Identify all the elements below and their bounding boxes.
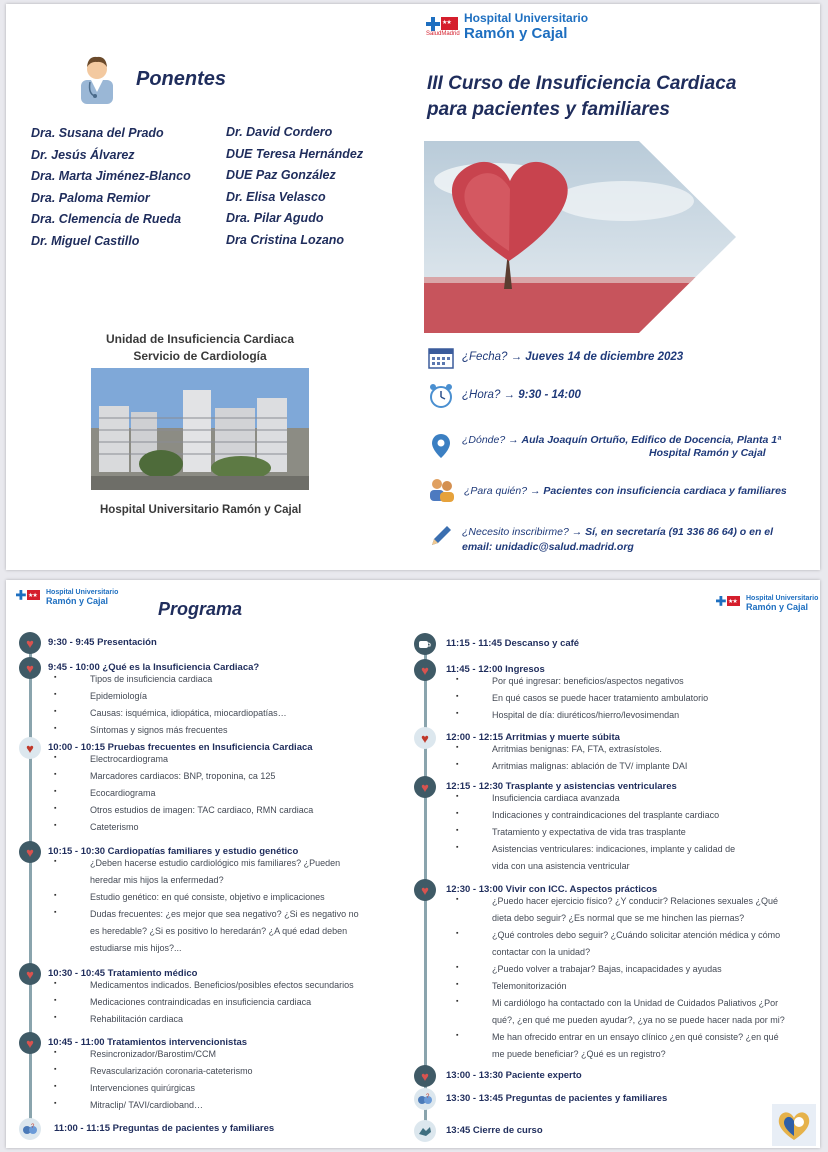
session-topic: ▪ Ecocardiograma (90, 788, 156, 798)
session-title: 13:45 Cierre de curso (446, 1125, 543, 1136)
session-title: 10:30 - 10:45 Tratamiento médico (48, 968, 198, 979)
logo-small-text: SaludMadrid (426, 30, 460, 37)
session-topic: ▪ Dudas frecuentes: ¿es mejor que sea negativo? ¿Si es negativo no (90, 909, 359, 919)
speaker-name: Dr. Miguel Castillo (31, 234, 140, 248)
madrid-health-icon (426, 15, 460, 39)
session-topic: ▪ Indicaciones y contraindicaciones del trasplante cardiaco (492, 810, 719, 820)
session-topic: ▪ Cateterismo (90, 822, 139, 832)
session-topic: ▪ Marcadores cardiacos: BNP, troponina, ca 125 (90, 771, 275, 781)
location-label: ¿Dónde? (462, 434, 506, 446)
date-row: ¿Fecha? → Jueves 14 de diciembre 2023 (428, 345, 683, 369)
session-topic: ▪ Electrocardiograma (90, 754, 168, 764)
heart-icon: ♥ (19, 657, 41, 679)
session-topic: ▪ Hospital de día: diuréticos/hierro/levosimendan (492, 710, 679, 720)
session-title: 10:15 - 10:30 Cardiopatías familiares y estudio genético (48, 846, 299, 857)
session-topic: heredar mis hijos la enfermedad? (90, 875, 224, 885)
alarm-clock-icon (428, 383, 454, 409)
session-topic: ▪ Causas: isquémica, idiopática, miocardiopatías… (90, 708, 287, 718)
heart-icon: ♥ (19, 632, 41, 654)
session-title: 12:30 - 13:00 Vivir con ICC. Aspectos prácticos (446, 884, 658, 895)
logo-line1: Hospital Universitario (464, 11, 589, 25)
session-title: 9:45 - 10:00 ¿Qué es la Insuficiencia Cardiaca? (48, 662, 260, 673)
session-topic: ▪ Mitraclip/ TAVI/cardioband… (90, 1100, 203, 1110)
session-title: 12:00 - 12:15 Arritmias y muerte súbita (446, 732, 620, 743)
heart-icon: ♥ (414, 659, 436, 681)
session-topic: ▪ ¿Puedo volver a trabajar? Bajas, incapacidades y ayudas (492, 964, 722, 974)
session-topic: ▪ Telemonitorización (492, 981, 567, 991)
heart-icon: ♥ (414, 727, 436, 749)
people-icon (428, 477, 456, 503)
location-value-line2: Hospital Ramón y Cajal (649, 447, 766, 459)
session-title: 10:00 - 10:15 Pruebas frecuentes en Insuficiencia Cardiaca (48, 742, 313, 753)
speaker-name: Dra. Susana del Prado (31, 126, 164, 140)
svg-text:?: ? (31, 1124, 35, 1130)
unit-heading (100, 331, 300, 365)
speaker-name: Dra Cristina Lozano (226, 233, 345, 247)
session-topic: ▪ Insuficiencia cardiaca avanzada (492, 793, 620, 803)
session-topic: ▪ Por qué ingresar: beneficios/aspectos negativos (492, 676, 684, 686)
audience-value: Pacientes con insuficiencia cardiaca y familiares (543, 485, 787, 497)
course-title-line1: III Curso de Insuficiencia Cardiaca (427, 73, 737, 94)
session-topic: ▪ Tipos de insuficiencia cardiaca (90, 674, 212, 684)
handshake-icon (414, 1120, 436, 1142)
session-topic: ▪ Otros estudios de imagen: TAC cardiaco, RMN cardiaca (90, 805, 313, 815)
calendar-icon (428, 345, 454, 369)
session-title: 11:45 - 12:00 Ingresos (446, 664, 545, 675)
course-title (427, 71, 736, 123)
session-topic: ▪ Revascularización coronaria-cateterismo (90, 1066, 253, 1076)
session-title: 9:30 - 9:45 Presentación (48, 637, 157, 648)
logo-line2: Ramón y Cajal (464, 25, 568, 42)
madrid-health-icon (16, 588, 42, 606)
speaker-name: Dr. Elisa Velasco (226, 190, 326, 204)
session-topic: ▪ Me han ofrecido entrar en un ensayo clínico ¿en qué consiste? ¿en qué (492, 1032, 779, 1042)
ponentes-title: Ponentes (136, 68, 227, 90)
speaker-name: DUE Paz González (226, 168, 336, 182)
session-title: 11:00 - 11:15 Preguntas de pacientes y familiares (54, 1123, 275, 1134)
session-topic: ▪ Rehabilitación cardiaca (90, 1014, 183, 1024)
session-topic: ▪ En qué casos se puede hacer tratamiento ambulatorio (492, 693, 708, 703)
session-topic: dieta debo seguir? ¿Es normal que se me hinchen las piernas? (492, 913, 745, 923)
time-value: 9:30 - 14:00 (518, 389, 581, 401)
session-topic: ▪ Intervenciones quirúrgicas (90, 1083, 195, 1093)
flyer-front-page (6, 4, 820, 570)
heart-icon: ♥ (19, 841, 41, 863)
registration-value: Sí, en secretaría (91 336 86 64) o en el (585, 526, 774, 538)
heart-icon: ♥ (414, 776, 436, 798)
heart-icon: ♥ (19, 963, 41, 985)
session-topic: ▪ Tratamiento y expectativa de vida tras trasplante (492, 827, 686, 837)
building-caption: Hospital Universitario Ramón y Cajal (100, 504, 302, 516)
session-topic: ▪ ¿Puedo hacer ejercicio físico? ¿Y conducir? Relaciones sexuales ¿Qué (492, 896, 778, 906)
flyer-program-page (6, 580, 820, 1148)
speaker-name: Dra. Pilar Agudo (226, 211, 324, 225)
hospital-logo-right (716, 594, 818, 612)
session-title: 12:15 - 12:30 Trasplante y asistencias ventriculares (446, 781, 677, 792)
coffee-cup-icon (414, 633, 436, 655)
logo-line1: Hospital Universitario (46, 588, 119, 596)
speaker-name: Dr. David Cordero (226, 125, 333, 139)
pencil-icon (428, 523, 454, 549)
heart-unit-logo (772, 1104, 816, 1146)
heart-icon: ♥ (19, 737, 41, 759)
logo-line1: Hospital Universitario (746, 594, 819, 602)
session-title: 13:30 - 13:45 Preguntas de pacientes y familiares (446, 1093, 668, 1104)
question-icon (19, 1118, 41, 1140)
unit-line2: Servicio de Cardiología (133, 349, 267, 363)
heart-icon: ♥ (414, 879, 436, 901)
session-topic: qué?, ¿en qué me pueden ayudar?, ¿ya no se puede hacer nada por mi? (492, 1015, 785, 1025)
registration-email: email: unidadic@salud.madrid.org (462, 541, 634, 553)
session-topic: ▪ Epidemiología (90, 691, 147, 701)
session-topic: ▪ Medicamentos indicados. Beneficios/posibles efectos secundarios (90, 980, 354, 990)
madrid-health-icon (716, 594, 742, 612)
date-value: Jueves 14 de diciembre 2023 (525, 351, 684, 363)
speaker-name: Dra. Clemencia de Rueda (31, 212, 182, 226)
speaker-name: DUE Teresa Hernández (226, 147, 364, 161)
session-topic: ▪ Medicaciones contraindicadas en insuficiencia cardiaca (90, 997, 311, 1007)
time-label: ¿Hora? (462, 389, 501, 401)
session-topic: me puede beneficiar? ¿Qué es un registro? (492, 1049, 666, 1059)
speaker-name: Dra. Marta Jiménez-Blanco (31, 169, 191, 183)
doctor-icon (78, 52, 116, 104)
session-topic: ▪ Arritmias malignas: ablación de TV/ implante DAI (492, 761, 687, 771)
heart-tree-image (424, 141, 736, 333)
session-topic: ▪ Mi cardiólogo ha contactado con la Unidad de Cuidados Paliativos ¿Por (492, 998, 778, 1008)
unit-line1: Unidad de Insuficiencia Cardiaca (105, 332, 295, 346)
programa-title: Programa (158, 599, 243, 619)
audience-row: ¿Para quién? → Pacientes con insuficiencia cardiaca y familiares (428, 477, 787, 503)
session-topic: ▪ Resincronizador/Barostim/CCM (90, 1049, 216, 1059)
location-value: Aula Joaquín Ortuño, Edifico de Docencia, Planta 1ª (521, 434, 781, 446)
timeline-left (29, 642, 32, 1132)
heart-icon: ♥ (414, 1065, 436, 1087)
time-row: ¿Hora? → 9:30 - 14:00 (428, 383, 581, 409)
session-topic: ▪ Arritmias benignas: FA, FTA, extrasístoles. (492, 744, 662, 754)
logo-line2: Ramón y Cajal (746, 601, 809, 612)
location-row: ¿Dónde? → Aula Joaquín Ortuño, Edifico de Docencia, Planta 1ª Hospital Ramón y Cajal (428, 432, 781, 460)
location-pin-icon (428, 432, 454, 460)
session-title: 13:00 - 13:30 Paciente experto (446, 1070, 582, 1081)
hospital-logo (426, 12, 588, 41)
hospital-building-photo (91, 368, 309, 490)
session-topic: ▪ Estudio genético: en qué consiste, objetivo e implicaciones (90, 892, 325, 902)
session-topic: ▪ ¿Deben hacerse estudio cardiológico mis familiares? ¿Pueden (90, 858, 340, 868)
hospital-logo-left (16, 588, 118, 606)
course-title-line2: para pacientes y familiares (427, 99, 670, 120)
audience-label: ¿Para quién? (464, 485, 528, 497)
svg-text:?: ? (426, 1094, 430, 1100)
date-label: ¿Fecha? (462, 351, 508, 363)
session-topic: ▪ Síntomas y signos más frecuentes (90, 725, 228, 735)
speaker-name: Dr. Jesús Álvarez (31, 148, 135, 162)
session-topic: ▪ Asistencias ventriculares: indicaciones, implante y calidad de (492, 844, 735, 854)
session-topic: vida con una asistencia ventricular (492, 861, 630, 871)
registration-row: ¿Necesito inscribirme? → Sí, en secretaría (91 336 86 64) o en el email: unidadic@salud.madrid.org (428, 523, 773, 555)
logo-line2: Ramón y Cajal (46, 595, 109, 606)
question-icon (414, 1088, 436, 1110)
session-topic: ▪ ¿Qué controles debo seguir? ¿Cuándo solicitar atención médica y cómo (492, 930, 780, 940)
session-topic: es heredable? ¿Si es positivo lo heredarán? ¿A qué edad deben (90, 926, 348, 936)
heart-icon: ♥ (19, 1032, 41, 1054)
session-title: 11:15 - 11:45 Descanso y café (446, 638, 580, 649)
session-topic: estudiarse mis hijos?... (90, 943, 182, 953)
speaker-name: Dra. Paloma Remior (31, 191, 150, 205)
session-topic: contactar con la unidad? (492, 947, 591, 957)
registration-label: ¿Necesito inscribirme? (462, 526, 569, 538)
session-title: 10:45 - 11:00 Tratamientos intervencionistas (48, 1037, 248, 1048)
